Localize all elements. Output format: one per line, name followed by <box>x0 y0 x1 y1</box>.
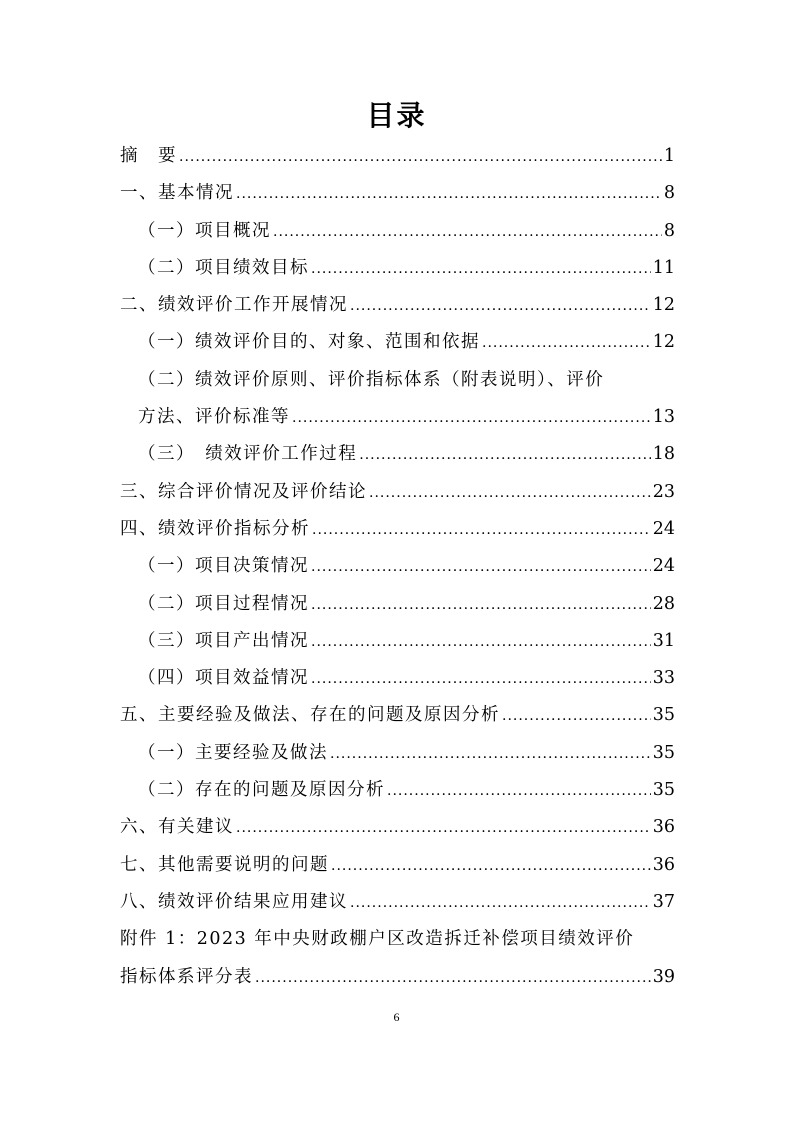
dot-leader <box>179 139 662 176</box>
toc-entry-text: （二）存在的问题及原因分析 <box>138 780 385 801</box>
toc-page-number: 37 <box>652 891 675 912</box>
toc-entry-text: 附件 1：2023 年中央财政棚户区改造拆迁补偿项目绩效评价 <box>120 929 635 950</box>
toc-entry-text: （四）项目效益情况 <box>138 668 309 689</box>
toc-entry-4-2[interactable] <box>120 586 675 623</box>
toc-entry-text: 方法、评价标准等 <box>138 407 290 428</box>
toc-page-number: 24 <box>652 518 675 539</box>
toc-entry-text: 五、主要经验及做法、存在的问题及原因分析 <box>120 705 500 726</box>
toc-entry-text: （一）项目决策情况 <box>138 556 309 577</box>
toc-entry-text: 四、绩效评价指标分析 <box>120 518 310 539</box>
toc-entry-text: （二）绩效评价原则、评价指标体系（附表说明）、评价 <box>138 369 605 390</box>
toc-page-number: 35 <box>652 780 675 801</box>
toc-entry-2-2[interactable] <box>120 362 675 399</box>
table-of-contents <box>120 138 675 996</box>
dot-leader <box>236 810 651 847</box>
toc-entry-text: 八、绩效评价结果应用建议 <box>120 891 348 912</box>
toc-page-number: 12 <box>652 332 675 353</box>
dot-leader <box>502 698 651 735</box>
toc-entry-1-2[interactable] <box>120 250 675 287</box>
toc-entry-text: 七、其他需要说明的问题 <box>120 854 329 875</box>
toc-entry-appendix-1[interactable] <box>120 921 675 958</box>
toc-entry-text: 摘 要 <box>120 146 177 166</box>
dot-leader <box>311 661 651 698</box>
toc-page-number: 8 <box>663 220 675 241</box>
dot-leader <box>255 960 651 997</box>
dot-leader <box>292 400 651 437</box>
toc-entry-section-7[interactable] <box>120 847 675 884</box>
toc-entry-4-4[interactable] <box>120 660 675 697</box>
dot-leader <box>236 176 662 213</box>
toc-entry-text: （一）项目概况 <box>138 220 271 241</box>
dot-leader <box>369 475 651 512</box>
toc-page-number: 24 <box>652 556 675 577</box>
dot-leader <box>311 624 651 661</box>
toc-entry-text: （二）项目过程情况 <box>138 593 309 614</box>
toc-page-number: 33 <box>652 668 675 689</box>
dot-leader <box>311 587 651 624</box>
toc-entry-section-3[interactable] <box>120 474 675 511</box>
toc-entry-appendix-1-continued[interactable] <box>120 959 675 996</box>
toc-entry-section-6[interactable] <box>120 809 675 846</box>
toc-entry-4-1[interactable] <box>120 548 675 585</box>
toc-entry-2-2-continued[interactable] <box>120 399 675 436</box>
toc-entry-4-3[interactable] <box>120 623 675 660</box>
toc-page-number: 36 <box>652 817 675 838</box>
toc-entry-section-2[interactable] <box>120 287 675 324</box>
toc-page-number: 23 <box>652 481 675 502</box>
toc-page-number: 31 <box>652 630 675 651</box>
dot-leader <box>482 325 651 362</box>
toc-entry-text: 一、基本情况 <box>120 183 234 204</box>
dot-leader <box>359 437 650 474</box>
dot-leader <box>350 885 651 922</box>
toc-entry-section-5[interactable] <box>120 697 675 734</box>
toc-entry-text: （三）项目产出情况 <box>138 630 309 651</box>
toc-entry-text: （一）绩效评价目的、对象、范围和依据 <box>138 332 480 353</box>
toc-page-number: 12 <box>652 295 675 316</box>
toc-page-number: 11 <box>652 257 675 278</box>
dot-leader <box>312 512 651 549</box>
toc-page-number: 13 <box>652 407 675 428</box>
dot-leader <box>350 288 651 325</box>
toc-entry-text: 指标体系评分表 <box>120 966 253 987</box>
toc-entry-text: （三） 绩效评价工作过程 <box>138 444 358 465</box>
toc-page-number: 39 <box>652 966 675 987</box>
toc-entry-5-2[interactable] <box>120 772 675 809</box>
toc-page-number: 18 <box>652 444 675 465</box>
toc-entry-text: 三、综合评价情况及评价结论 <box>120 481 367 502</box>
toc-page-number: 35 <box>652 742 675 763</box>
page-number-footer: 6 <box>393 1010 400 1024</box>
toc-entry-2-3[interactable] <box>120 436 675 473</box>
dot-leader <box>311 251 651 288</box>
toc-page-number: 28 <box>652 593 675 614</box>
toc-entry-section-1[interactable] <box>120 175 675 212</box>
toc-page-number: 35 <box>652 705 675 726</box>
toc-page-number: 36 <box>652 854 675 875</box>
toc-page-number: 1 <box>663 146 675 166</box>
toc-entry-summary[interactable] <box>120 138 675 175</box>
toc-entry-section-8[interactable] <box>120 884 675 921</box>
toc-entry-text: （二）项目绩效目标 <box>138 257 309 278</box>
toc-entry-5-1[interactable] <box>120 735 675 772</box>
toc-page-number: 8 <box>663 183 675 204</box>
toc-entry-2-1[interactable] <box>120 324 675 361</box>
toc-entry-text: 二、绩效评价工作开展情况 <box>120 295 348 316</box>
toc-entry-text: 六、有关建议 <box>120 817 234 838</box>
toc-title: 目录 <box>366 99 427 132</box>
dot-leader <box>273 214 662 251</box>
toc-entry-text: （一）主要经验及做法 <box>138 742 328 763</box>
toc-entry-1-1[interactable] <box>120 213 675 250</box>
dot-leader <box>387 773 651 810</box>
dot-leader <box>330 736 651 773</box>
dot-leader <box>311 549 651 586</box>
dot-leader <box>331 848 651 885</box>
toc-entry-section-4[interactable] <box>120 511 675 548</box>
